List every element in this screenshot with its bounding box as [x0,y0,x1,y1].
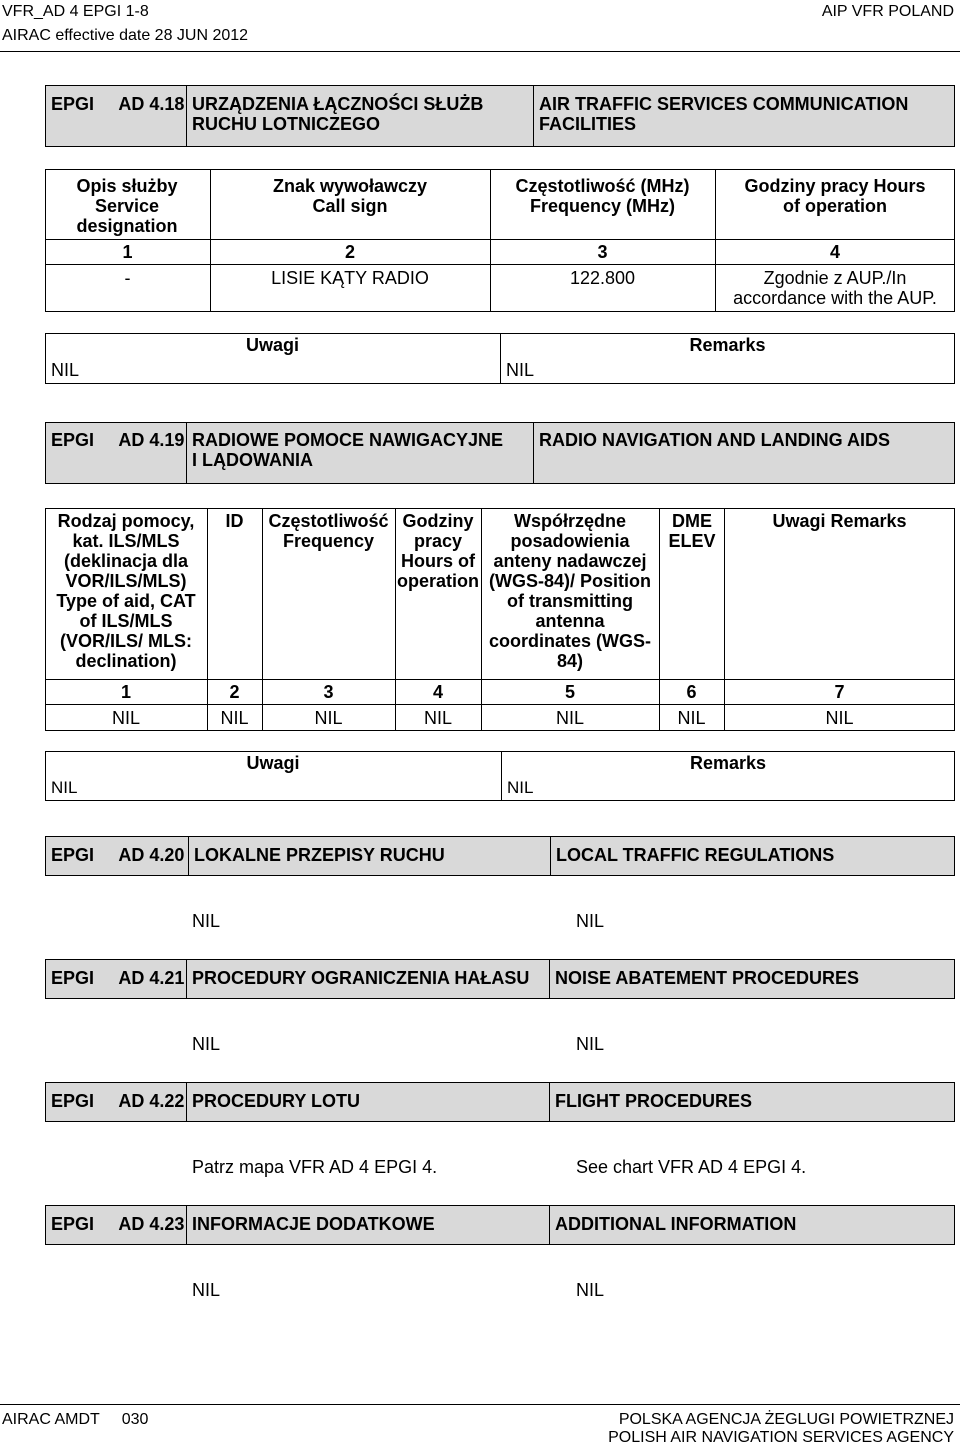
agency-name-en: POLISH AIR NAVIGATION SERVICES AGENCY [608,1429,954,1446]
airac-date: AIRAC effective date 28 JUN 2012 [2,27,249,44]
col-number: 3 [597,242,608,262]
col-header-dme: DME ELEV [668,511,716,551]
airac-amendment: AIRAC AMDT 030 [2,1411,149,1428]
doc-id: VFR_AD 4 EPGI 1-8 [2,3,149,20]
col-number: 1 [122,242,133,262]
section-title-en: AIR TRAFFIC SERVICES COMMUNICATION FACILITIES [539,94,909,134]
section-code: EPGI AD 4.18 [51,94,185,114]
col-number: 2 [344,242,355,262]
col-number: 4 [829,242,840,262]
publisher: AIP VFR POLAND [821,3,954,20]
cell-frequency: 122.800 [569,268,636,288]
section-title-pl: LOKALNE PRZEPISY RUCHU [194,845,445,865]
footer-rule [0,1404,960,1405]
col-header-frequency: Częstotliwość (MHz) Frequency (MHz) [515,176,690,216]
agency-name-pl: POLSKA AGENCJA ŻEGLUGI POWIETRZNEJ [618,1411,954,1428]
col-header-position: Współrzędne posadowienia anteny nadawczej (WGS-84)/ Position of transmitting antenna coordinates (WGS-84) [488,511,651,671]
section-code: EPGI AD 4.19 [51,430,185,450]
section-text-en: NIL [576,911,605,931]
remarks-label-pl: Uwagi [246,753,300,773]
col-number: 1 [120,682,131,702]
cell-type: NIL [111,708,140,728]
section-code: EPGI AD 4.21 [51,968,185,988]
cell-hours: NIL [423,708,452,728]
cell-service: - [124,268,131,288]
header-rule [0,51,960,52]
section-title-en: FLIGHT PROCEDURES [555,1091,753,1111]
col-number: 2 [229,682,240,702]
section-text-en: See chart VFR AD 4 EPGI 4. [576,1157,807,1177]
section-title-en: ADDITIONAL INFORMATION [555,1214,797,1234]
section-text-pl: Patrz mapa VFR AD 4 EPGI 4. [192,1157,438,1177]
remarks-label-en: Remarks [689,753,767,773]
cell-hours: Zgodnie z AUP./In accordance with the AUP. [733,268,937,308]
col-number: 5 [564,682,575,702]
section-text-pl: NIL [192,1280,221,1300]
col-header-remarks: Uwagi Remarks [772,511,907,531]
section-code: EPGI AD 4.22 [51,1091,185,1111]
section-text-pl: NIL [192,911,221,931]
col-number: 7 [834,682,845,702]
section-title-en: NOISE ABATEMENT PROCEDURES [555,968,860,988]
remarks-en: NIL [506,360,535,380]
col-header-id: ID [225,511,244,531]
cell-id: NIL [220,708,249,728]
col-number: 4 [432,682,443,702]
col-header-hours: Godziny pracy Hours of operation [744,176,926,216]
cell-callsign: LISIE KĄTY RADIO [271,268,429,288]
section-text-en: NIL [576,1034,605,1054]
col-header-frequency: Częstotliwość Frequency [268,511,389,551]
remarks-label-pl: Uwagi [245,335,299,355]
remarks-en: NIL [507,778,534,797]
col-number: 3 [323,682,334,702]
col-number: 6 [686,682,697,702]
cell-position: NIL [555,708,584,728]
section-title-pl: RADIOWE POMOCE NAWIGACYJNE I LĄDOWANIA [192,430,504,470]
remarks-label-en: Remarks [689,335,766,355]
col-header-hours: Godziny pracy Hours of operation [397,511,480,591]
section-title-pl: URZĄDZENIA ŁĄCZNOŚCI SŁUŻB RUCHU LOTNICZEGO [192,94,484,134]
section-text-en: NIL [576,1280,605,1300]
cell-frequency: NIL [314,708,343,728]
remarks-pl: NIL [51,778,78,797]
col-header-callsign: Znak wywoławczy Call sign [272,176,428,216]
section-title-en: LOCAL TRAFFIC REGULATIONS [556,845,835,865]
section-title-pl: PROCEDURY OGRANICZENIA HAŁASU [192,968,530,988]
section-code: EPGI AD 4.23 [51,1214,185,1234]
section-title-pl: INFORMACJE DODATKOWE [192,1214,435,1234]
remarks-pl: NIL [51,360,80,380]
section-text-pl: NIL [192,1034,221,1054]
section-title-pl: PROCEDURY LOTU [192,1091,361,1111]
col-header-type: Rodzaj pomocy, kat. ILS/MLS (deklinacja dla VOR/ILS/MLS) Type of aid, CAT of ILS/MLS (VOR/ILS/ MLS: declination) [56,511,196,671]
section-title-en: RADIO NAVIGATION AND LANDING AIDS [539,430,890,450]
section-code: EPGI AD 4.20 [51,845,185,865]
cell-dme: NIL [677,708,706,728]
col-header-service: Opis służby Service designation [76,176,178,236]
cell-remarks: NIL [825,708,854,728]
